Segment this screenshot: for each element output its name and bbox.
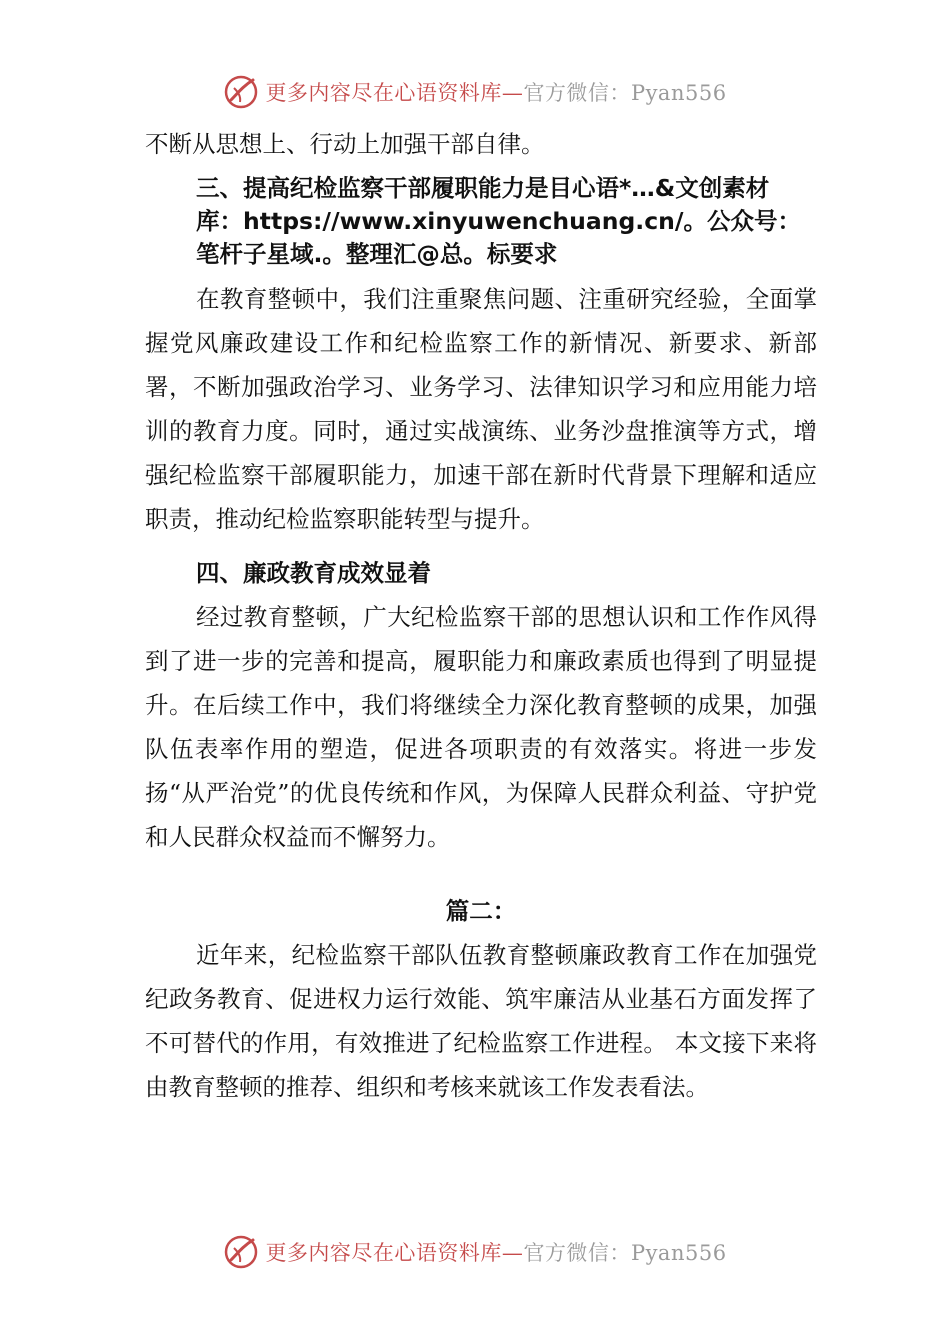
document-body [145, 122, 817, 1109]
footer-banner-text: 更多内容尽在心语资料库—官方微信：Pyan556 [265, 1241, 727, 1265]
section-4-paragraph: 经过教育整顿，广大纪检监察干部的思想认识和工作作风得到了进一步的完善和提高，履职能力和廉政素质也得到了明显提升。在后续工作中，我们将继续全力深化教育整顿的成果，加强队伍表率作用的塑造，促进各项职责的有效落实。将进一步发扬“从严治党”的优良传统和作风，为保障人民群众利益、守护党和人民群众权益而不懈努力。 [145, 603, 817, 851]
brush-logo-icon [223, 74, 259, 110]
section-3-paragraph: 在教育整顿中，我们注重聚焦问题、注重研究经验，全面掌握党风廉政建设工作和纪检监察工作的新情况、新要求、新部署，不断加强政治学习、业务学习、法律知识学习和应用能力培训的教育力度。同时，通过实战演练、业务沙盘推演等方式，增强纪检监察干部履职能力，加速干部在新时代背景下理解和适应职责，推动纪检监察职能转型与提升。 [145, 285, 817, 533]
header-banner [0, 72, 950, 112]
footer-banner [0, 1232, 950, 1272]
header-banner-text: 更多内容尽在心语资料库—官方微信：Pyan556 [265, 81, 727, 105]
part-2-paragraph: 近年来，纪检监察干部队伍教育整顿廉政教育工作在加强党纪政务教育、促进权力运行效能、筑牢廉洁从业基石方面发挥了不可替代的作用，有效推进了纪检监察工作进程。 本文接下来将由教育整顿的推荐、组织和考核来就该工作发表看法。 [145, 941, 817, 1101]
section-3-heading: 三、提高纪检监察干部履职能力是目心语*…&文创素材 库：https://www.xinyuwenchuang.cn/。公众号： 笔杆子星域.。整理汇@总。标要求 [196, 174, 801, 268]
brush-logo-icon [223, 1234, 259, 1270]
continuation-line: 不断从思想上、行动上加强干部自律。 [145, 130, 545, 158]
section-4-heading: 四、廉政教育成效显着 [196, 559, 431, 587]
part-2-title: 篇二： [445, 897, 517, 925]
